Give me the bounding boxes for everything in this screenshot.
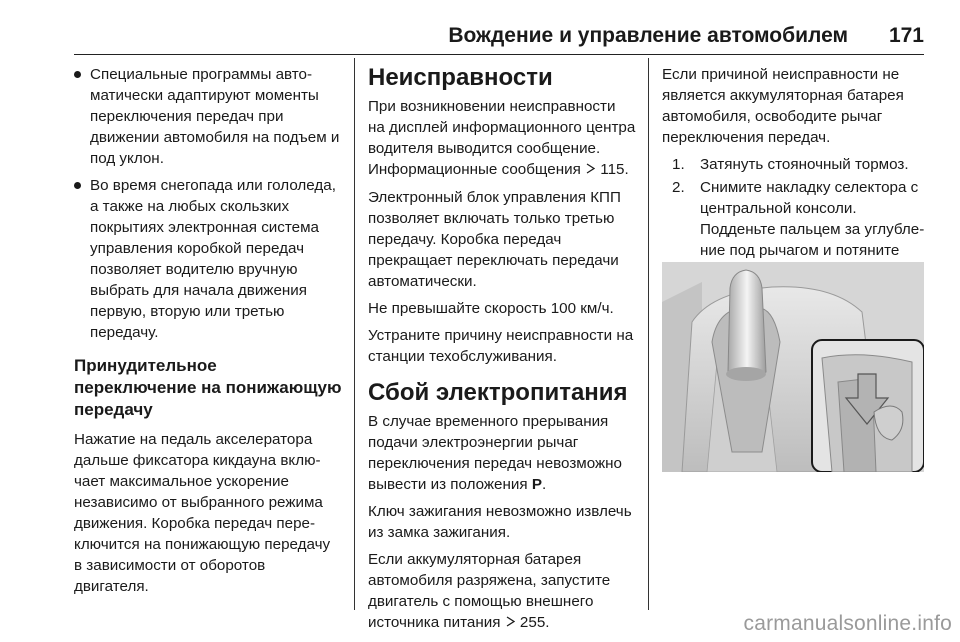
step-text: Затянуть стояночный тормоз. bbox=[700, 156, 909, 173]
step-text: Снимите накладку селектора с центральной консоли. Подденьте пальцем за углубление под рычагом и потяните bbox=[700, 179, 925, 259]
chapter-title: Вождение и управление автомобилем bbox=[448, 24, 848, 47]
bullet-dot-icon bbox=[74, 182, 81, 189]
page-reference[interactable]: 255. bbox=[519, 614, 550, 631]
power-paragraph-3 bbox=[368, 549, 636, 634]
power-paragraph-1: В случае временного прерывания подачи электроэнергии рычаг переключения передач невозможно вывести из положения P. bbox=[368, 413, 622, 493]
release-intro: Если причиной неисправности не является аккумуляторная батарея автомобиля, освободите рычаг переключения передач. bbox=[662, 66, 904, 146]
column-left bbox=[74, 64, 342, 603]
faults-paragraph-4: Устраните причину неисправности на станции техобслуживания. bbox=[368, 327, 634, 365]
gear-position-p: P bbox=[531, 476, 542, 493]
gear-selector-drawing bbox=[662, 262, 924, 472]
watermark: carmanualsonline.info bbox=[743, 612, 952, 635]
page-number: 171 bbox=[888, 24, 924, 47]
page-reference[interactable]: 115. bbox=[600, 161, 629, 178]
bullet-list bbox=[74, 64, 342, 343]
column-divider-1 bbox=[354, 58, 355, 610]
header-divider bbox=[74, 54, 924, 55]
bullet-item bbox=[74, 175, 342, 343]
power-paragraph-2: Ключ зажигания невозможно извлечь из замка зажигания. bbox=[368, 503, 632, 541]
bullet-text: Во время снегопада или гололеда, а также на любых скользких покрытиях электронная система управления коробкой передач позволяет водителю вручную выбрать для начала движения первую, вторую или третью передачу. bbox=[90, 177, 336, 341]
page-header bbox=[0, 0, 960, 56]
column-middle bbox=[368, 64, 636, 640]
power-text-3: Если аккумуляторная батарея автомобиля разряжена, запустите двигатель с помощью внешнего источника питания bbox=[368, 551, 611, 631]
kickdown-heading: Принудительное переключение на понижающую передачу bbox=[74, 356, 342, 419]
reference-arrow-icon bbox=[505, 613, 516, 634]
bullet-item bbox=[74, 64, 342, 169]
reference-arrow-icon bbox=[585, 160, 596, 181]
faults-paragraph-1 bbox=[368, 96, 636, 181]
faults-paragraph-2: Электронный блок управления КПП позволяет включать только третью передачу. Коробка передач прекращает переключать передачи автоматически. bbox=[368, 189, 621, 290]
power-text-1: В случае временного прерывания подачи электроэнергии рычаг переключения передач невозможно вывести из положения bbox=[368, 413, 622, 493]
power-failure-heading: Сбой электропитания bbox=[368, 379, 628, 406]
step-number: 1. bbox=[672, 156, 685, 173]
faults-text-1: При возникновении неисправности на дисплей информационного центра водителя выводится сообщение. Информационные сообщения bbox=[368, 98, 636, 178]
bullet-dot-icon bbox=[74, 71, 81, 78]
column-divider-2 bbox=[648, 58, 649, 610]
faults-paragraph-3: Не превышайте скорость 100 км/ч. bbox=[368, 300, 614, 317]
gear-selector-illustration bbox=[662, 262, 924, 472]
step-number: 2. bbox=[672, 179, 685, 196]
step-item bbox=[662, 154, 932, 175]
bullet-text: Специальные программы автоматически адаптируют моменты переключения передач при движении автомобиля на подъем и под уклон. bbox=[90, 66, 340, 167]
faults-heading: Неисправности bbox=[368, 64, 553, 91]
kickdown-paragraph: Нажатие на педаль акселератора дальше фиксатора кикдауна включает максимальное ускорение независимо от выбранного режима движения. Коробка передач переключится на понижающую передачу в зависимости от оборотов двигателя. bbox=[74, 431, 331, 595]
column-right bbox=[662, 64, 932, 284]
